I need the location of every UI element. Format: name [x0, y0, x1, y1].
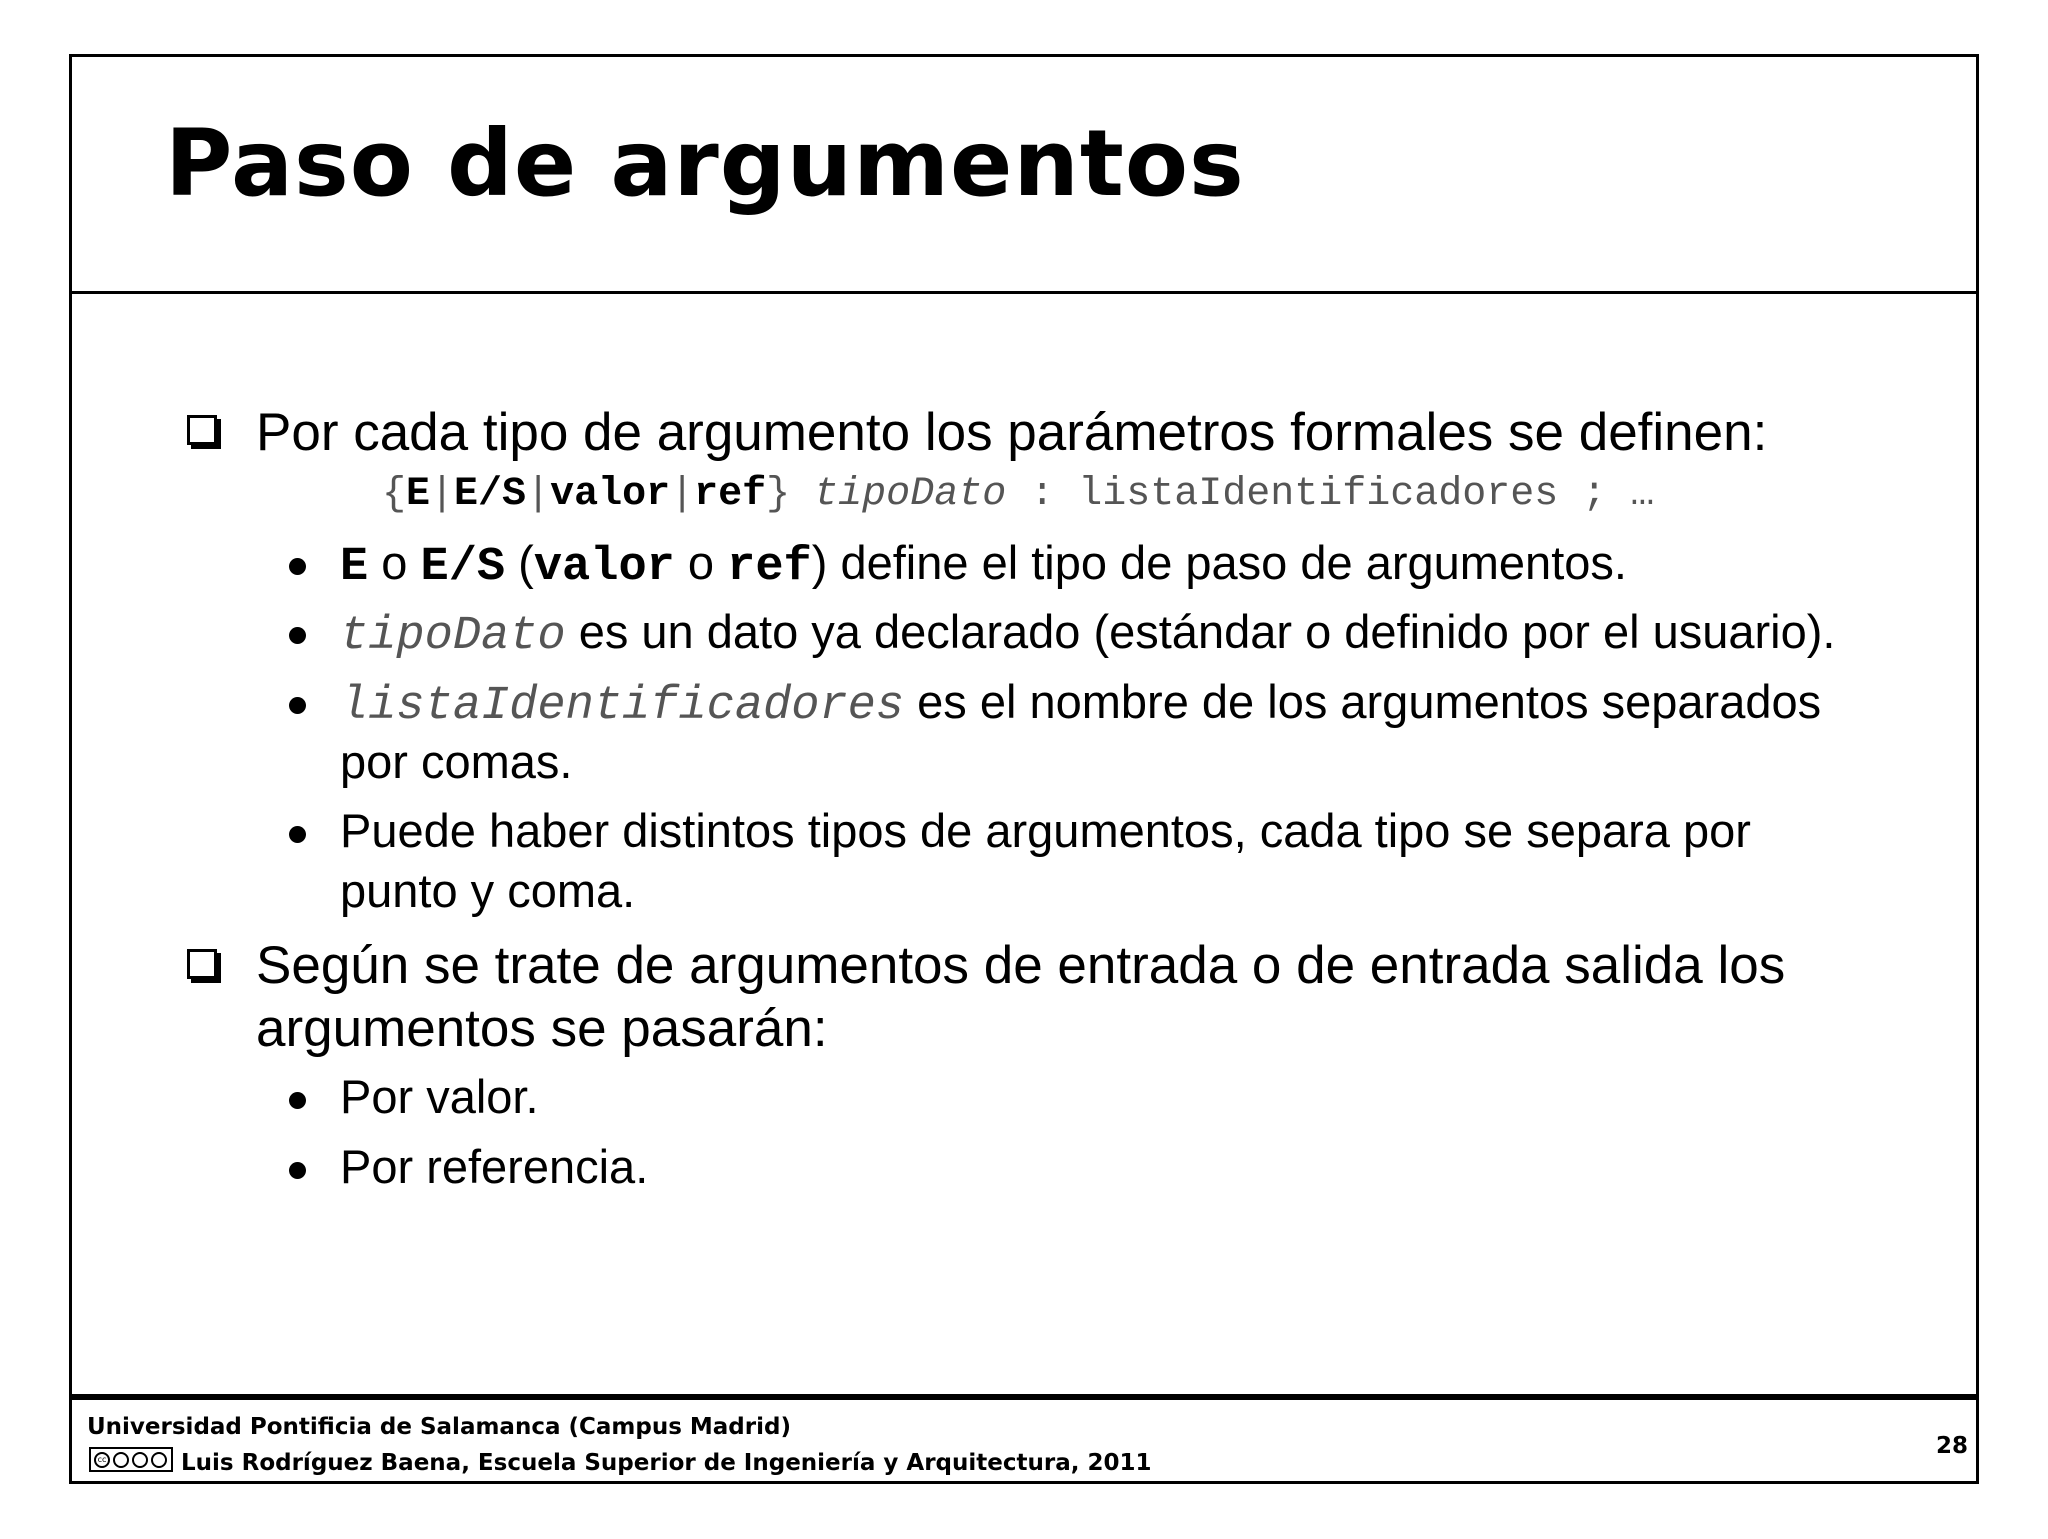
code-valor: valor — [533, 541, 675, 594]
code-ref: ref — [727, 541, 812, 594]
footer-author: Luis Rodríguez Baena, Escuela Superior de Ingeniería y Arquitectura, 2011 — [181, 1450, 1152, 1476]
syntax-sep: | — [430, 472, 455, 517]
code-tipodato: tipoDato — [340, 610, 566, 663]
bullet-2-sub-1: Por valor. — [340, 1070, 539, 1123]
syntax-ref: ref — [694, 472, 767, 517]
bullet-1-text: Por cada tipo de argumento los parámetros formales se definen: — [256, 403, 1768, 462]
sub-bullet-4-line-1: Puede haber distintos tipos de argumentos, cada tipo se separa por — [340, 804, 1751, 857]
syntax-tipo: tipoDato — [814, 472, 1007, 517]
creative-commons-icon — [89, 1447, 173, 1472]
syntax-brace-open: { — [382, 472, 407, 517]
bullet-2-line-1: Según se trate de argumentos de entrada o de entrada salida los — [256, 936, 1786, 995]
footer-divider — [69, 1394, 1979, 1400]
sub-bullet-2 — [340, 604, 1835, 663]
syntax-sep: | — [670, 472, 695, 517]
sub-bullet-3-cont: por comas. — [340, 735, 573, 788]
code-listaidentificadores: listaIdentificadores — [340, 680, 905, 733]
syntax-sep: | — [526, 472, 551, 517]
paren-open: ( — [518, 536, 534, 589]
dot-bullet-icon — [289, 558, 306, 575]
dot-bullet-icon — [289, 697, 306, 714]
syntax-brace-close: } — [766, 472, 791, 517]
dot-bullet-icon — [289, 627, 306, 644]
cc-circle-icon: cc — [94, 1452, 110, 1468]
sub-bullet-4-line-2: punto y coma. — [340, 864, 636, 917]
sub-bullet-1-rest: ) define el tipo de paso de argumentos. — [811, 536, 1627, 589]
sub-bullet-2-rest: es un dato ya declarado (estándar o definido por el usuario). — [578, 605, 1836, 658]
word-o: o — [381, 536, 408, 589]
syntax-es: E/S — [454, 472, 527, 517]
code-e: E — [340, 541, 369, 594]
sub-bullet-1 — [340, 535, 1627, 594]
syntax-rest: : listaIdentificadores ; … — [1030, 472, 1655, 517]
dot-bullet-icon — [289, 1162, 306, 1179]
nc-circle-icon — [132, 1452, 148, 1468]
dot-bullet-icon — [289, 826, 306, 843]
bullet-2-sub-2: Por referencia. — [340, 1140, 649, 1193]
dot-bullet-icon — [289, 1092, 306, 1109]
square-bullet-icon — [187, 415, 217, 445]
sub-bullet-3 — [340, 674, 1821, 733]
page-number: 28 — [1936, 1433, 1969, 1459]
square-bullet-icon — [187, 949, 217, 979]
by-circle-icon — [113, 1452, 129, 1468]
bullet-2-line-2: argumentos se pasarán: — [256, 999, 828, 1058]
syntax-valor: valor — [550, 472, 671, 517]
sa-circle-icon — [151, 1452, 167, 1468]
syntax-e: E — [406, 472, 431, 517]
title-divider — [69, 291, 1979, 294]
slide-title: Paso de argumentos — [165, 110, 1245, 217]
word-o: o — [687, 536, 715, 589]
footer-institution: Universidad Pontificia de Salamanca (Campus Madrid) — [87, 1414, 791, 1440]
code-es: E/S — [420, 541, 506, 594]
sub-bullet-3-rest: es el nombre de los argumentos separados — [917, 675, 1822, 728]
syntax-line — [382, 472, 1654, 517]
